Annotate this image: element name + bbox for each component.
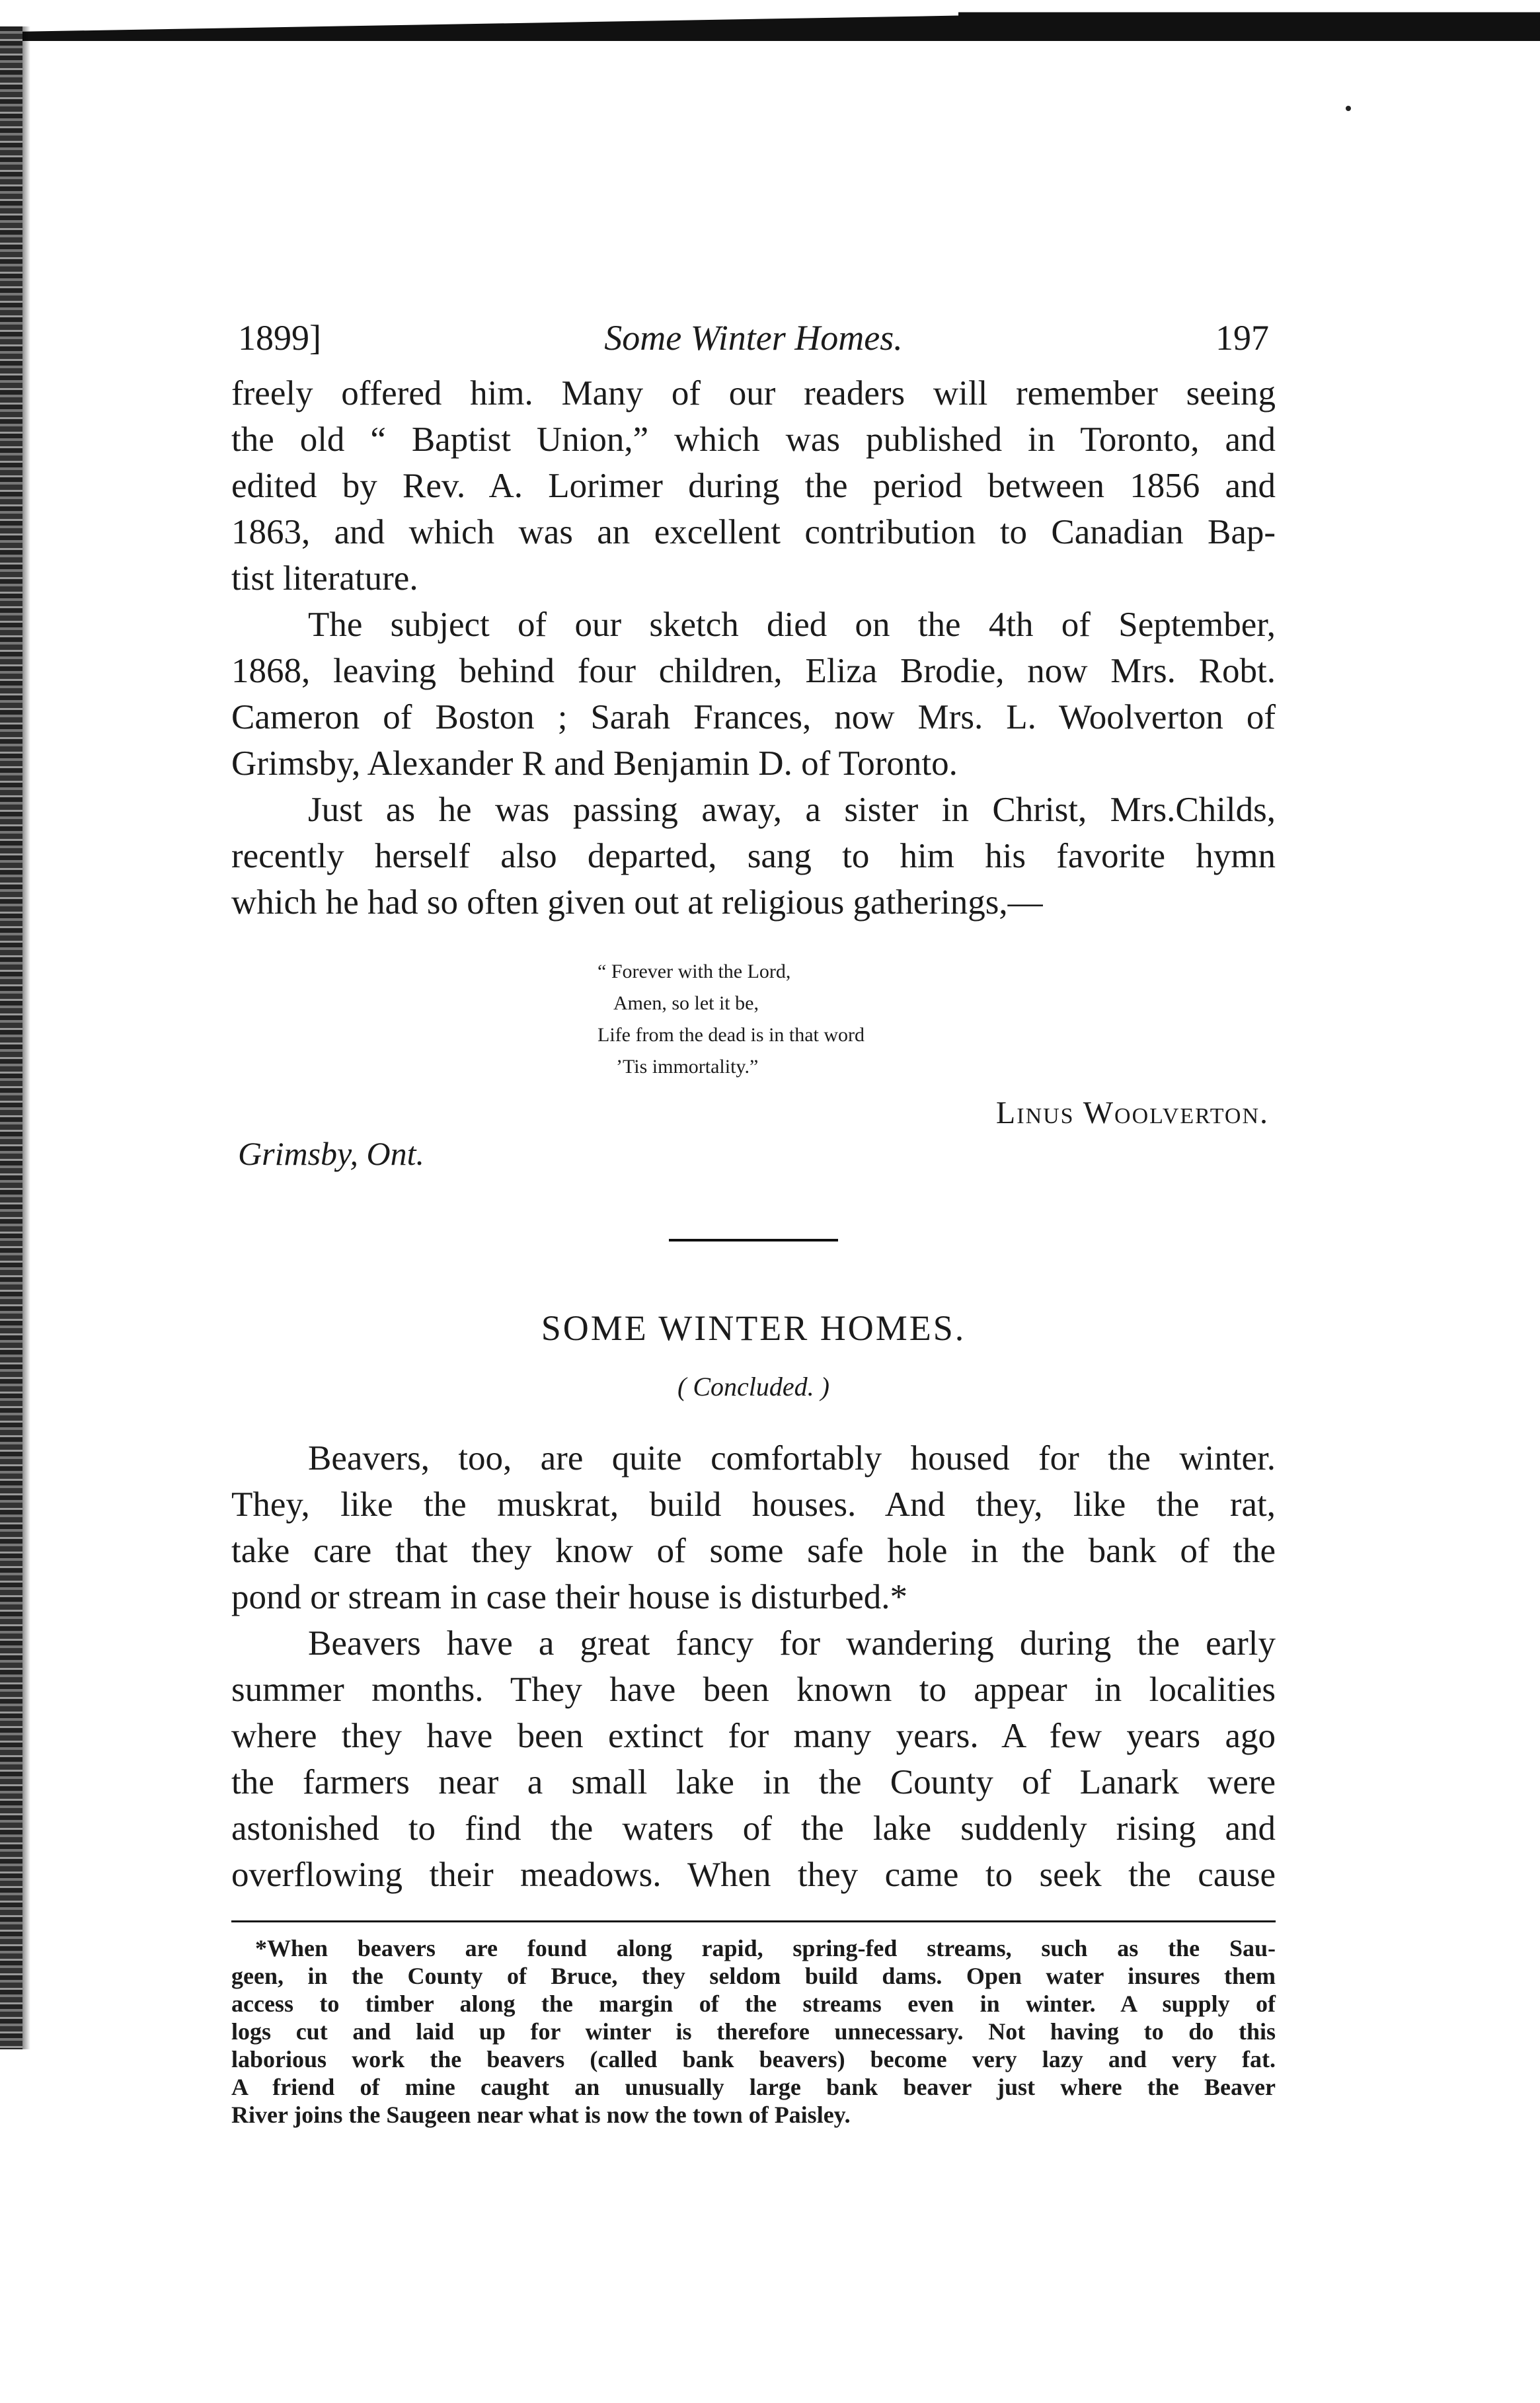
footnote-rule <box>231 1920 1276 1922</box>
scan-top-edge <box>0 0 1540 41</box>
footnote-line: geen, in the County of Bruce, they seldom build dams. Open water insures them <box>231 1963 1276 1989</box>
paragraph-death <box>231 602 1276 787</box>
text-line: take care that they know of some safe hole in the bank of the <box>231 1532 1276 1570</box>
text-line: the old “ Baptist Union,” which was published in Toronto, and <box>231 420 1276 459</box>
text-line: recently herself also departed, sang to him his favorite hymn <box>231 837 1276 875</box>
poem-line: Amen, so let it be, <box>613 992 759 1014</box>
paragraph-beavers-wandering <box>231 1620 1276 1898</box>
signature-block <box>231 1095 1276 1214</box>
poem-line: ’Tis immortality.” <box>616 1056 759 1078</box>
text-line: the farmers near a small lake in the County of Lanark were <box>231 1763 1276 1801</box>
footnote-line: *When beavers are found along rapid, spring-fed streams, such as the Sau- <box>255 1935 1276 1961</box>
poem-line: Life from the dead is in that word <box>597 1024 865 1046</box>
text-line: summer months. They have been known to appear in localities <box>231 1671 1276 1709</box>
text-line: overflowing their meadows. When they came to seek the cause <box>231 1856 1276 1894</box>
poem-line: “ Forever with the Lord, <box>597 961 791 982</box>
place-dateline: Grimsby, Ont. <box>238 1135 424 1172</box>
scan-binding-edge <box>0 26 22 2049</box>
text-line: where they have been extinct for many years. A few years ago <box>231 1717 1276 1755</box>
text-line: Cameron of Boston ; Sarah Frances, now Mrs. L. Woolverton of <box>231 698 1276 736</box>
hymn-quote <box>597 956 1276 1083</box>
text-line: tist literature. <box>231 559 418 598</box>
paragraph-baptist-union <box>231 370 1276 602</box>
text-line: freely offered him. Many of our readers will remember seeing <box>231 374 1276 413</box>
footnote-line: A friend of mine caught an unusually large bank beaver just where the Beaver <box>231 2074 1276 2100</box>
text-line: which he had so often given out at religious gatherings,— <box>231 883 1043 922</box>
running-head <box>231 317 1276 370</box>
section-subtitle: ( Concluded. ) <box>677 1372 829 1401</box>
footnote-line: laborious work the beavers (called bank beavers) become very lazy and very fat. <box>231 2046 1276 2072</box>
paragraph-beavers-housed <box>231 1435 1276 1620</box>
scan-speck <box>1346 106 1351 111</box>
text-line: Beavers have a great fancy for wandering during the early <box>308 1624 1276 1663</box>
footnote-line: access to timber along the margin of the streams even in winter. A supply of <box>231 1990 1276 2017</box>
author-signature: Linus Woolverton. <box>995 1095 1269 1130</box>
running-head-year: 1899] <box>238 318 321 358</box>
text-line: edited by Rev. A. Lorimer during the period between 1856 and <box>231 467 1276 505</box>
text-line: pond or stream in case their house is disturbed.* <box>231 1578 907 1616</box>
text-line: 1868, leaving behind four children, Eliza Brodie, now Mrs. Robt. <box>231 652 1276 690</box>
book-page <box>231 317 1276 2129</box>
text-line: Beavers, too, are quite comfortably housed for the winter. <box>308 1439 1276 1477</box>
footnote <box>231 1934 1276 2129</box>
text-line: The subject of our sketch died on the 4th of September, <box>308 606 1276 644</box>
text-line: 1863, and which was an excellent contribution to Canadian Bap- <box>231 513 1276 551</box>
text-line: Grimsby, Alexander R and Benjamin D. of Toronto. <box>231 744 958 783</box>
text-line: Just as he was passing away, a sister in Christ, Mrs.Childs, <box>308 791 1276 829</box>
page-number: 197 <box>1215 318 1269 358</box>
footnote-line: River joins the Saugeen near what is now the town of Paisley. <box>231 2102 851 2128</box>
running-head-title: Some Winter Homes. <box>604 318 903 358</box>
section-divider <box>669 1239 838 1241</box>
text-line: astonished to find the waters of the lake suddenly rising and <box>231 1809 1276 1848</box>
paragraph-hymn <box>231 787 1276 926</box>
text-line: They, like the muskrat, build houses. And they, like the rat, <box>231 1485 1276 1524</box>
section-title: SOME WINTER HOMES. <box>541 1308 966 1348</box>
footnote-line: logs cut and laid up for winter is therefore unnecessary. Not having to do this <box>231 2018 1276 2045</box>
